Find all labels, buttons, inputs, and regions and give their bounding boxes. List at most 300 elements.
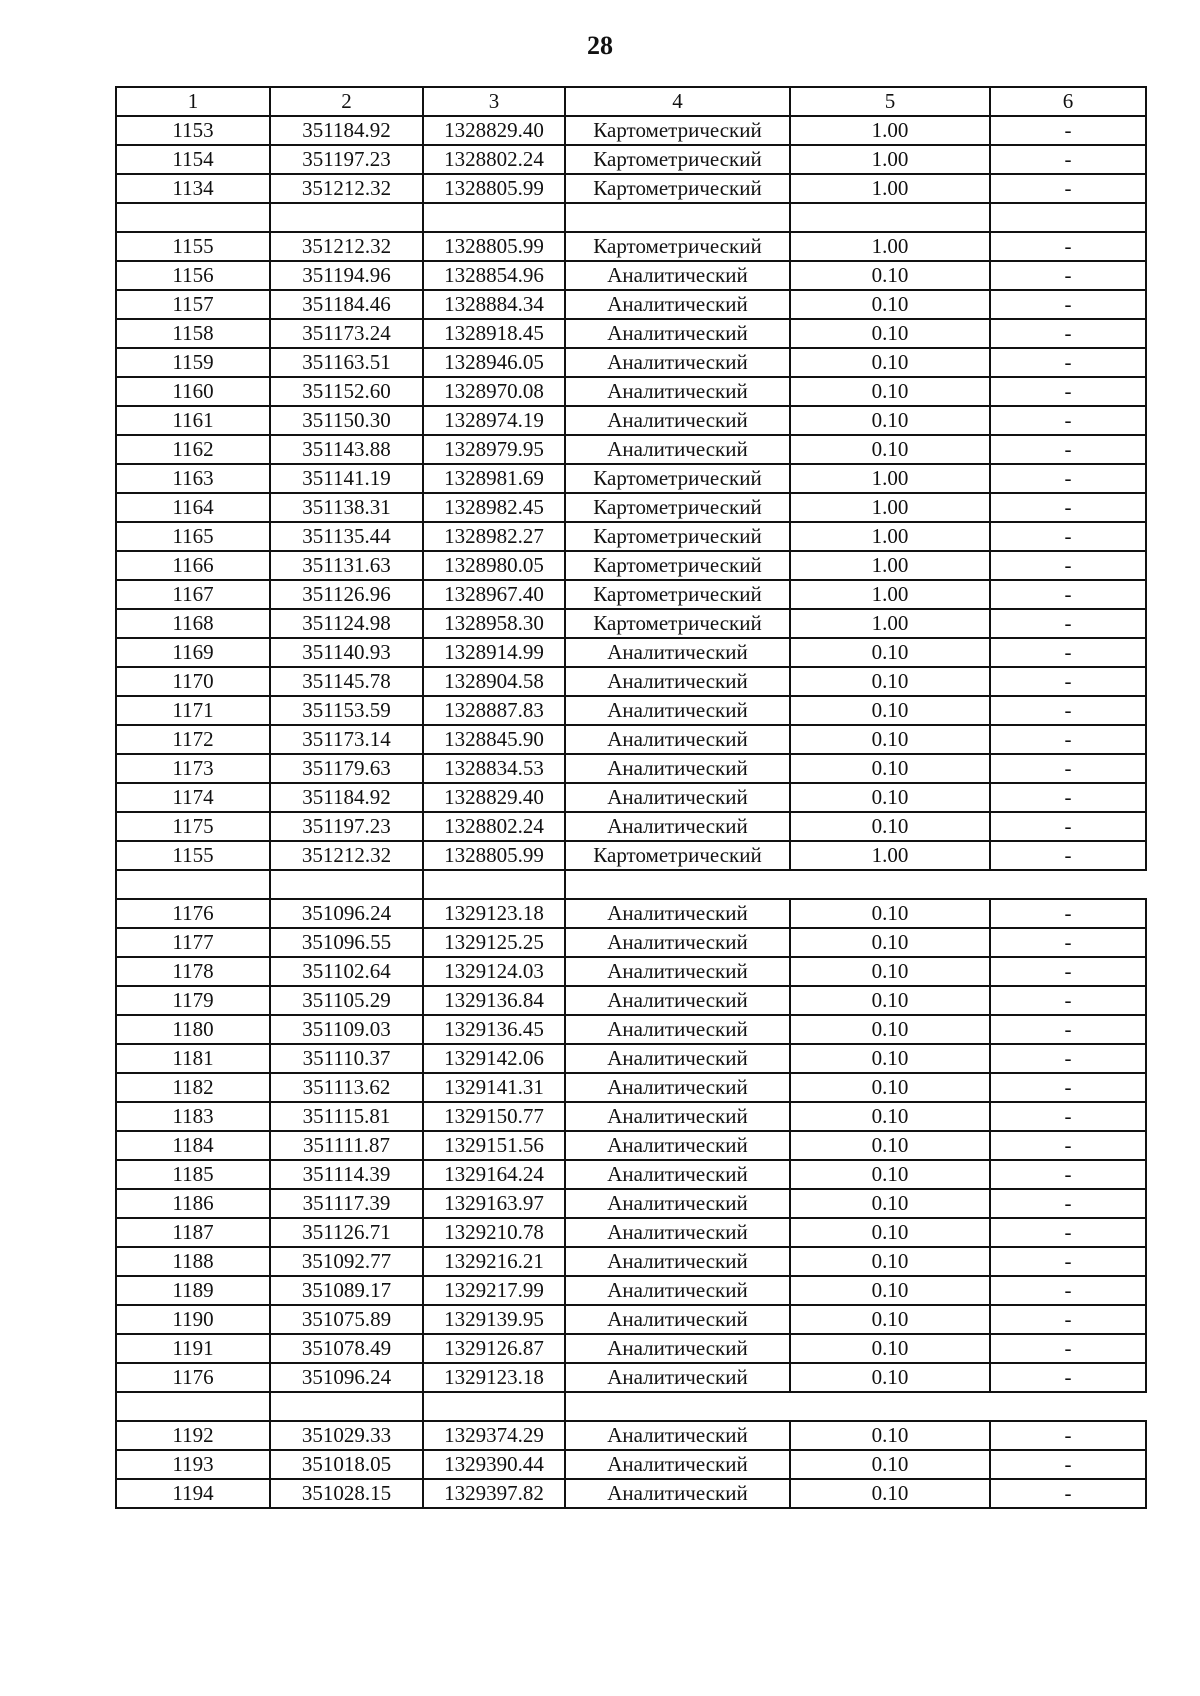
point-number-cell: 1185 [116, 1160, 270, 1189]
note-cell: - [990, 406, 1146, 435]
accuracy-cell: 0.10 [790, 638, 990, 667]
note-cell: - [990, 1189, 1146, 1218]
header-row [116, 87, 1146, 116]
table-row [116, 1479, 1146, 1508]
separator-row [116, 870, 1146, 899]
accuracy-cell: 1.00 [790, 841, 990, 870]
y-coordinate-cell: 1328980.05 [423, 551, 565, 580]
table-row [116, 783, 1146, 812]
note-cell: - [990, 1131, 1146, 1160]
method-cell: Аналитический [565, 435, 790, 464]
note-cell: - [990, 1073, 1146, 1102]
note-cell: - [990, 609, 1146, 638]
accuracy-cell: 1.00 [790, 609, 990, 638]
table-row [116, 1421, 1146, 1450]
y-coordinate-cell: 1328802.24 [423, 812, 565, 841]
accuracy-cell: 1.00 [790, 116, 990, 145]
y-coordinate-cell: 1329150.77 [423, 1102, 565, 1131]
table-row [116, 377, 1146, 406]
separator-row [116, 1392, 1146, 1421]
accuracy-cell: 1.00 [790, 522, 990, 551]
point-number-cell: 1169 [116, 638, 270, 667]
y-coordinate-cell: 1329210.78 [423, 1218, 565, 1247]
accuracy-cell: 0.10 [790, 667, 990, 696]
accuracy-cell: 0.10 [790, 261, 990, 290]
point-number-cell: 1194 [116, 1479, 270, 1508]
point-number-cell: 1182 [116, 1073, 270, 1102]
table-row [116, 1044, 1146, 1073]
accuracy-cell: 0.10 [790, 1189, 990, 1218]
point-number-cell: 1163 [116, 464, 270, 493]
method-cell: Аналитический [565, 1015, 790, 1044]
y-coordinate-cell: 1329164.24 [423, 1160, 565, 1189]
y-coordinate-cell: 1329397.82 [423, 1479, 565, 1508]
method-cell: Аналитический [565, 1334, 790, 1363]
note-cell: - [990, 928, 1146, 957]
y-coordinate-cell: 1329374.29 [423, 1421, 565, 1450]
point-number-cell: 1178 [116, 957, 270, 986]
note-cell: - [990, 1334, 1146, 1363]
point-number-cell: 1134 [116, 174, 270, 203]
x-coordinate-cell: 351126.96 [270, 580, 423, 609]
table-row [116, 1102, 1146, 1131]
method-cell: Картометрический [565, 841, 790, 870]
method-cell: Аналитический [565, 783, 790, 812]
x-coordinate-cell: 351092.77 [270, 1247, 423, 1276]
method-cell: Аналитический [565, 1102, 790, 1131]
table-row [116, 638, 1146, 667]
table-row [116, 1015, 1146, 1044]
accuracy-cell: 0.10 [790, 899, 990, 928]
accuracy-cell: 1.00 [790, 232, 990, 261]
point-number-cell: 1170 [116, 667, 270, 696]
x-coordinate-cell: 351117.39 [270, 1189, 423, 1218]
x-coordinate-cell: 351124.98 [270, 609, 423, 638]
y-coordinate-cell: 1328887.83 [423, 696, 565, 725]
method-cell: Аналитический [565, 1421, 790, 1450]
x-coordinate-cell: 351141.19 [270, 464, 423, 493]
empty-cell [565, 203, 790, 232]
y-coordinate-cell: 1328974.19 [423, 406, 565, 435]
note-cell: - [990, 464, 1146, 493]
x-coordinate-cell: 351173.24 [270, 319, 423, 348]
table-row [116, 754, 1146, 783]
point-number-cell: 1176 [116, 899, 270, 928]
accuracy-cell: 1.00 [790, 464, 990, 493]
note-cell: - [990, 522, 1146, 551]
note-cell: - [990, 1305, 1146, 1334]
accuracy-cell: 0.10 [790, 1015, 990, 1044]
y-coordinate-cell: 1329126.87 [423, 1334, 565, 1363]
x-coordinate-cell: 351115.81 [270, 1102, 423, 1131]
table-row [116, 261, 1146, 290]
x-coordinate-cell: 351212.32 [270, 174, 423, 203]
accuracy-cell: 0.10 [790, 1276, 990, 1305]
point-number-cell: 1164 [116, 493, 270, 522]
separator-row [116, 203, 1146, 232]
y-coordinate-cell: 1328914.99 [423, 638, 565, 667]
x-coordinate-cell: 351140.93 [270, 638, 423, 667]
method-cell: Аналитический [565, 377, 790, 406]
accuracy-cell: 0.10 [790, 1073, 990, 1102]
accuracy-cell: 0.10 [790, 1247, 990, 1276]
table-row [116, 812, 1146, 841]
note-cell: - [990, 493, 1146, 522]
y-coordinate-cell: 1328946.05 [423, 348, 565, 377]
point-number-cell: 1165 [116, 522, 270, 551]
x-coordinate-cell: 351109.03 [270, 1015, 423, 1044]
point-number-cell: 1159 [116, 348, 270, 377]
y-coordinate-cell: 1329124.03 [423, 957, 565, 986]
accuracy-cell: 1.00 [790, 493, 990, 522]
method-cell: Аналитический [565, 696, 790, 725]
accuracy-cell: 0.10 [790, 377, 990, 406]
note-cell: - [990, 261, 1146, 290]
point-number-cell: 1168 [116, 609, 270, 638]
method-cell: Аналитический [565, 899, 790, 928]
method-cell: Аналитический [565, 1218, 790, 1247]
point-number-cell: 1155 [116, 841, 270, 870]
accuracy-cell: 0.10 [790, 348, 990, 377]
y-coordinate-cell: 1328982.27 [423, 522, 565, 551]
x-coordinate-cell: 351114.39 [270, 1160, 423, 1189]
y-coordinate-cell: 1328845.90 [423, 725, 565, 754]
table-row [116, 522, 1146, 551]
point-number-cell: 1167 [116, 580, 270, 609]
page-number: 28 [587, 31, 613, 60]
method-cell: Картометрический [565, 174, 790, 203]
x-coordinate-cell: 351152.60 [270, 377, 423, 406]
point-number-cell: 1191 [116, 1334, 270, 1363]
note-cell: - [990, 783, 1146, 812]
point-number-cell: 1190 [116, 1305, 270, 1334]
accuracy-cell: 0.10 [790, 986, 990, 1015]
y-coordinate-cell: 1328829.40 [423, 783, 565, 812]
table-row [116, 1305, 1146, 1334]
table-row [116, 1160, 1146, 1189]
point-number-cell: 1183 [116, 1102, 270, 1131]
y-coordinate-cell: 1329139.95 [423, 1305, 565, 1334]
note-cell: - [990, 841, 1146, 870]
y-coordinate-cell: 1328834.53 [423, 754, 565, 783]
x-coordinate-cell: 351143.88 [270, 435, 423, 464]
y-coordinate-cell: 1328918.45 [423, 319, 565, 348]
empty-cell [990, 203, 1146, 232]
point-number-cell: 1157 [116, 290, 270, 319]
note-cell: - [990, 812, 1146, 841]
empty-cell [423, 1392, 565, 1421]
column-header: 6 [990, 87, 1146, 116]
table-row [116, 406, 1146, 435]
method-cell: Картометрический [565, 232, 790, 261]
accuracy-cell: 0.10 [790, 812, 990, 841]
x-coordinate-cell: 351153.59 [270, 696, 423, 725]
empty-cell [423, 870, 565, 899]
note-cell: - [990, 1363, 1146, 1392]
method-cell: Аналитический [565, 1160, 790, 1189]
method-cell: Картометрический [565, 145, 790, 174]
table-row [116, 348, 1146, 377]
x-coordinate-cell: 351110.37 [270, 1044, 423, 1073]
table-row [116, 1073, 1146, 1102]
y-coordinate-cell: 1328805.99 [423, 174, 565, 203]
note-cell: - [990, 1421, 1146, 1450]
point-number-cell: 1184 [116, 1131, 270, 1160]
y-coordinate-cell: 1329123.18 [423, 899, 565, 928]
note-cell: - [990, 725, 1146, 754]
point-number-cell: 1154 [116, 145, 270, 174]
method-cell: Аналитический [565, 1479, 790, 1508]
method-cell: Аналитический [565, 1131, 790, 1160]
note-cell: - [990, 551, 1146, 580]
method-cell: Аналитический [565, 1305, 790, 1334]
table-row [116, 319, 1146, 348]
accuracy-cell: 0.10 [790, 1479, 990, 1508]
point-number-cell: 1155 [116, 232, 270, 261]
accuracy-cell: 0.10 [790, 957, 990, 986]
point-number-cell: 1181 [116, 1044, 270, 1073]
method-cell: Картометрический [565, 493, 790, 522]
table-row [116, 580, 1146, 609]
note-cell: - [990, 1015, 1146, 1044]
y-coordinate-cell: 1328904.58 [423, 667, 565, 696]
method-cell: Аналитический [565, 957, 790, 986]
accuracy-cell: 0.10 [790, 1305, 990, 1334]
point-number-cell: 1156 [116, 261, 270, 290]
column-header: 2 [270, 87, 423, 116]
method-cell: Аналитический [565, 1044, 790, 1073]
y-coordinate-cell: 1328829.40 [423, 116, 565, 145]
method-cell: Картометрический [565, 551, 790, 580]
y-coordinate-cell: 1328970.08 [423, 377, 565, 406]
table-row [116, 1131, 1146, 1160]
empty-cell [270, 1392, 423, 1421]
note-cell: - [990, 667, 1146, 696]
x-coordinate-cell: 351096.24 [270, 899, 423, 928]
method-cell: Аналитический [565, 928, 790, 957]
method-cell: Аналитический [565, 261, 790, 290]
point-number-cell: 1193 [116, 1450, 270, 1479]
empty-cell [565, 870, 1146, 899]
y-coordinate-cell: 1328802.24 [423, 145, 565, 174]
table-row [116, 1247, 1146, 1276]
method-cell: Аналитический [565, 1073, 790, 1102]
y-coordinate-cell: 1328967.40 [423, 580, 565, 609]
table-row [116, 928, 1146, 957]
method-cell: Аналитический [565, 1276, 790, 1305]
method-cell: Аналитический [565, 725, 790, 754]
x-coordinate-cell: 351194.96 [270, 261, 423, 290]
note-cell: - [990, 1160, 1146, 1189]
table-row [116, 145, 1146, 174]
table-body [116, 87, 1146, 1508]
x-coordinate-cell: 351096.24 [270, 1363, 423, 1392]
coordinates-table [115, 86, 1147, 1509]
y-coordinate-cell: 1329216.21 [423, 1247, 565, 1276]
table-row [116, 986, 1146, 1015]
y-coordinate-cell: 1329151.56 [423, 1131, 565, 1160]
accuracy-cell: 0.10 [790, 1160, 990, 1189]
accuracy-cell: 0.10 [790, 1334, 990, 1363]
point-number-cell: 1160 [116, 377, 270, 406]
table-row [116, 1363, 1146, 1392]
empty-cell [270, 203, 423, 232]
note-cell: - [990, 1450, 1146, 1479]
point-number-cell: 1173 [116, 754, 270, 783]
accuracy-cell: 1.00 [790, 551, 990, 580]
table-row [116, 551, 1146, 580]
x-coordinate-cell: 351078.49 [270, 1334, 423, 1363]
accuracy-cell: 0.10 [790, 1218, 990, 1247]
x-coordinate-cell: 351126.71 [270, 1218, 423, 1247]
accuracy-cell: 1.00 [790, 580, 990, 609]
point-number-cell: 1177 [116, 928, 270, 957]
table-row [116, 1218, 1146, 1247]
method-cell: Аналитический [565, 348, 790, 377]
note-cell: - [990, 1044, 1146, 1073]
table-row [116, 957, 1146, 986]
method-cell: Аналитический [565, 667, 790, 696]
accuracy-cell: 0.10 [790, 319, 990, 348]
method-cell: Картометрический [565, 609, 790, 638]
x-coordinate-cell: 351111.87 [270, 1131, 423, 1160]
accuracy-cell: 0.10 [790, 1421, 990, 1450]
x-coordinate-cell: 351131.63 [270, 551, 423, 580]
x-coordinate-cell: 351184.92 [270, 783, 423, 812]
y-coordinate-cell: 1329123.18 [423, 1363, 565, 1392]
point-number-cell: 1161 [116, 406, 270, 435]
accuracy-cell: 0.10 [790, 1102, 990, 1131]
table-row [116, 435, 1146, 464]
note-cell: - [990, 435, 1146, 464]
table-row [116, 464, 1146, 493]
y-coordinate-cell: 1329136.45 [423, 1015, 565, 1044]
x-coordinate-cell: 351089.17 [270, 1276, 423, 1305]
x-coordinate-cell: 351212.32 [270, 232, 423, 261]
empty-cell [270, 870, 423, 899]
note-cell: - [990, 580, 1146, 609]
table-row [116, 1276, 1146, 1305]
table-row [116, 1450, 1146, 1479]
note-cell: - [990, 1247, 1146, 1276]
x-coordinate-cell: 351135.44 [270, 522, 423, 551]
table-row [116, 493, 1146, 522]
accuracy-cell: 0.10 [790, 1131, 990, 1160]
note-cell: - [990, 145, 1146, 174]
x-coordinate-cell: 351145.78 [270, 667, 423, 696]
accuracy-cell: 0.10 [790, 406, 990, 435]
point-number-cell: 1186 [116, 1189, 270, 1218]
table-row [116, 841, 1146, 870]
method-cell: Аналитический [565, 1189, 790, 1218]
y-coordinate-cell: 1329217.99 [423, 1276, 565, 1305]
method-cell: Аналитический [565, 638, 790, 667]
accuracy-cell: 0.10 [790, 1450, 990, 1479]
point-number-cell: 1172 [116, 725, 270, 754]
method-cell: Аналитический [565, 406, 790, 435]
point-number-cell: 1180 [116, 1015, 270, 1044]
y-coordinate-cell: 1329163.97 [423, 1189, 565, 1218]
point-number-cell: 1171 [116, 696, 270, 725]
empty-cell [116, 870, 270, 899]
column-header: 3 [423, 87, 565, 116]
empty-cell [116, 203, 270, 232]
x-coordinate-cell: 351096.55 [270, 928, 423, 957]
method-cell: Аналитический [565, 319, 790, 348]
x-coordinate-cell: 351138.31 [270, 493, 423, 522]
x-coordinate-cell: 351018.05 [270, 1450, 423, 1479]
y-coordinate-cell: 1329136.84 [423, 986, 565, 1015]
accuracy-cell: 0.10 [790, 783, 990, 812]
x-coordinate-cell: 351197.23 [270, 812, 423, 841]
table-row [116, 609, 1146, 638]
table-row [116, 290, 1146, 319]
y-coordinate-cell: 1329125.25 [423, 928, 565, 957]
method-cell: Аналитический [565, 754, 790, 783]
column-header: 5 [790, 87, 990, 116]
x-coordinate-cell: 351163.51 [270, 348, 423, 377]
note-cell: - [990, 1102, 1146, 1131]
point-number-cell: 1187 [116, 1218, 270, 1247]
table-row [116, 1334, 1146, 1363]
point-number-cell: 1158 [116, 319, 270, 348]
accuracy-cell: 0.10 [790, 290, 990, 319]
empty-cell [423, 203, 565, 232]
x-coordinate-cell: 351197.23 [270, 145, 423, 174]
note-cell: - [990, 319, 1146, 348]
y-coordinate-cell: 1328958.30 [423, 609, 565, 638]
table-row [116, 116, 1146, 145]
y-coordinate-cell: 1328854.96 [423, 261, 565, 290]
note-cell: - [990, 116, 1146, 145]
note-cell: - [990, 1276, 1146, 1305]
method-cell: Картометрический [565, 464, 790, 493]
point-number-cell: 1192 [116, 1421, 270, 1450]
note-cell: - [990, 957, 1146, 986]
x-coordinate-cell: 351184.46 [270, 290, 423, 319]
x-coordinate-cell: 351150.30 [270, 406, 423, 435]
note-cell: - [990, 696, 1146, 725]
point-number-cell: 1162 [116, 435, 270, 464]
x-coordinate-cell: 351212.32 [270, 841, 423, 870]
note-cell: - [990, 174, 1146, 203]
accuracy-cell: 0.10 [790, 754, 990, 783]
x-coordinate-cell: 351102.64 [270, 957, 423, 986]
method-cell: Аналитический [565, 1363, 790, 1392]
y-coordinate-cell: 1328805.99 [423, 232, 565, 261]
y-coordinate-cell: 1329390.44 [423, 1450, 565, 1479]
column-header: 4 [565, 87, 790, 116]
table-row [116, 667, 1146, 696]
table-row [116, 725, 1146, 754]
method-cell: Аналитический [565, 290, 790, 319]
accuracy-cell: 0.10 [790, 1044, 990, 1073]
point-number-cell: 1166 [116, 551, 270, 580]
note-cell: - [990, 1218, 1146, 1247]
note-cell: - [990, 377, 1146, 406]
accuracy-cell: 0.10 [790, 1363, 990, 1392]
x-coordinate-cell: 351075.89 [270, 1305, 423, 1334]
accuracy-cell: 1.00 [790, 145, 990, 174]
x-coordinate-cell: 351113.62 [270, 1073, 423, 1102]
accuracy-cell: 0.10 [790, 696, 990, 725]
method-cell: Картометрический [565, 580, 790, 609]
accuracy-cell: 0.10 [790, 928, 990, 957]
x-coordinate-cell: 351184.92 [270, 116, 423, 145]
y-coordinate-cell: 1328884.34 [423, 290, 565, 319]
x-coordinate-cell: 351179.63 [270, 754, 423, 783]
y-coordinate-cell: 1328981.69 [423, 464, 565, 493]
